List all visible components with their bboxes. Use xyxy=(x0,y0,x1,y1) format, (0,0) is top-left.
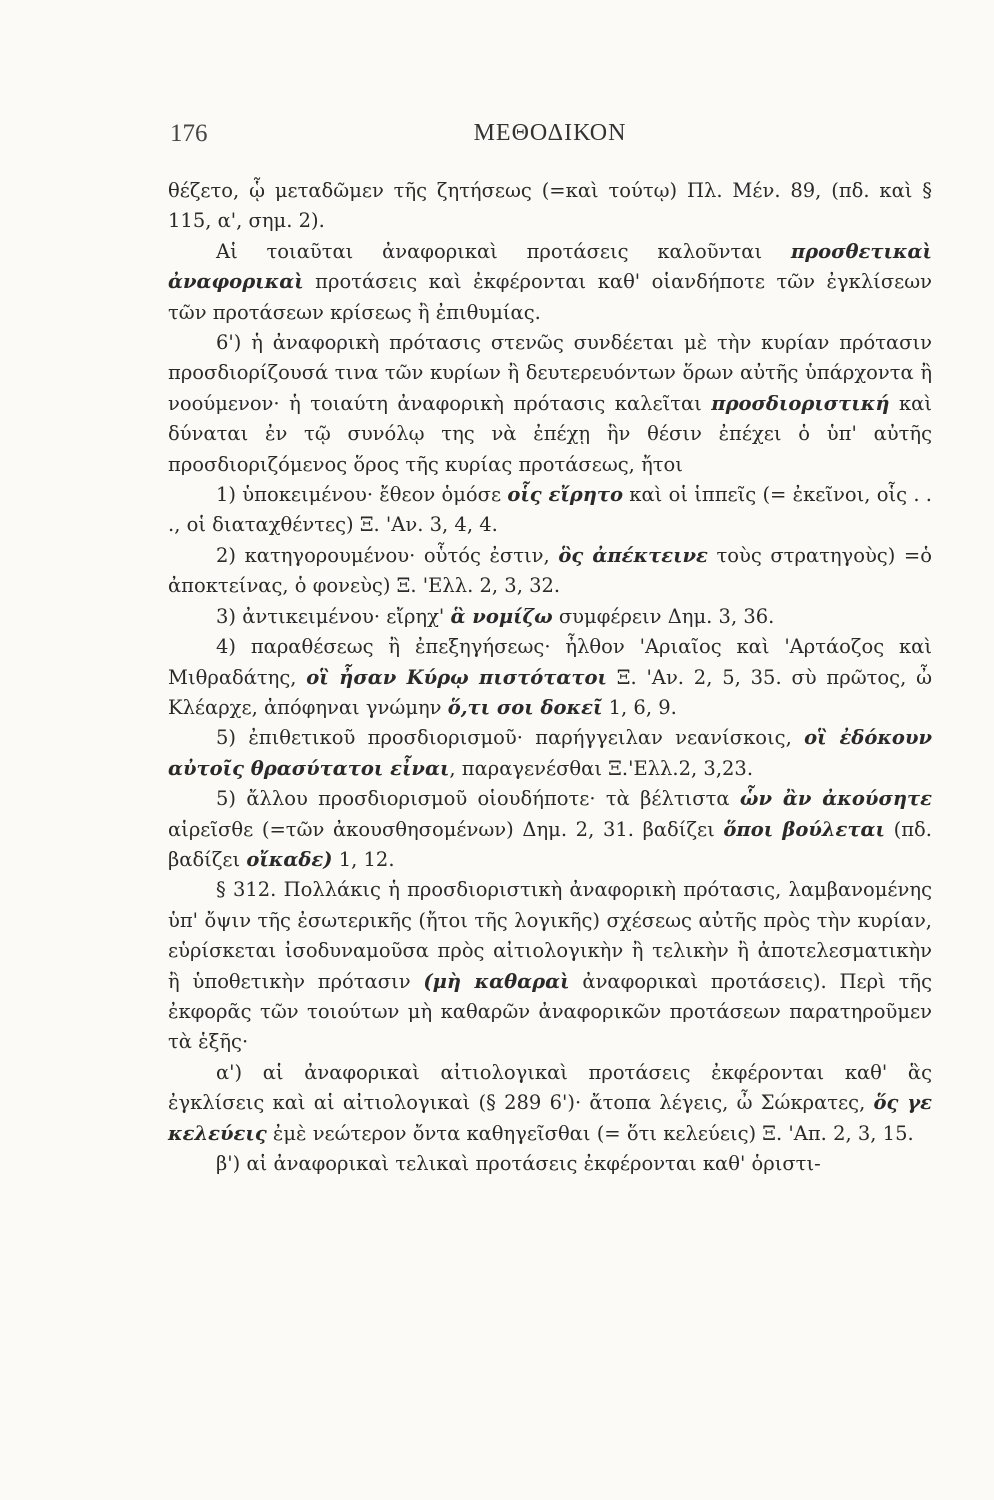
example-3 xyxy=(168,602,932,632)
example-2 xyxy=(168,541,932,602)
text-run: α') αἱ ἀναφορικαὶ αἰτιολογικαὶ προτάσεις ἐκφέρονται καθ' ἃς ἐγκλίσεις καὶ αἱ αἰτιολογικαὶ (§ 289 6')· ἄτοπα λέγεις, ὦ Σώκρατες, xyxy=(168,1060,932,1115)
text-run: Αἱ τοιαῦται ἀναφορικαὶ προτάσεις καλοῦνται xyxy=(216,239,791,263)
text-run: (πδ. βαδίζει xyxy=(168,817,932,871)
example-1 xyxy=(168,480,932,541)
text-run: τοὺς στρατηγοὺς) =ὁ ἀποκτείνας, ὁ φονεὺς) Ξ. 'Ελλ. 2, 3, 32. xyxy=(168,543,932,598)
text-run: 5) ἄλλου προσδιορισμοῦ οἱουδήποτε· τὰ βέλτιστα xyxy=(216,787,740,811)
text-run: 1, 12. xyxy=(332,847,395,871)
text-run: αἱρεῖσθε (=τῶν ἀκουσθησομένων) Δημ. 2, 31. βαδίζει xyxy=(168,817,724,841)
paragraph-continuation xyxy=(168,176,932,237)
section-312 xyxy=(168,875,932,1057)
emphasis-term: οἳ ἦσαν Κύρῳ πιστότατοι xyxy=(306,665,607,689)
text-run: 2) κατηγορουμένου· οὗτός ἐστιν, xyxy=(216,543,559,567)
text-run: 5) ἐπιθετικοῦ προσδιορισμοῦ· παρήγγειλαν νεανίσκοις, xyxy=(216,726,805,750)
text-run: § 312. Πολλάκις ἡ προσδιοριστικὴ ἀναφορικὴ πρότασις, λαμβανομένης ὑπ' ὄψιν τῆς ἐσωτερικῆς (ἤτοι τῆς λογικῆς) σχέσεως αὐτῆς πρὸς τὴν κυρίαν, εὑρίσκεται ἰσοδυναμοῦσα πρὸς αἰτιολογικὴν ἢ τελικὴν ἢ ἀποτελεσματικὴν ἢ ὑποθετικὴν πρότασιν xyxy=(168,878,932,993)
emphasis-term: προσθετικαὶ ἀναφορικαὶ xyxy=(168,239,932,294)
subsection-alpha xyxy=(168,1058,932,1149)
text-run: συμφέρειν Δημ. 3, 36. xyxy=(552,604,775,628)
emphasis-term: ὧν ἂν ἀκούσητε xyxy=(739,787,932,811)
example-5b xyxy=(168,784,932,875)
emphasis-term: οἴκαδε) xyxy=(246,847,333,871)
text-run: θέζετο, ᾧ μεταδῶμεν τῆς ζητήσεως (=καὶ τούτῳ) Πλ. Μέν. 89, (πδ. καὶ § 115, α', σημ. 2). xyxy=(168,179,932,233)
paragraph-prosdioristiki xyxy=(168,328,932,480)
text-run: 1) ὑποκειμένου· ἔθεον ὁμόσε xyxy=(216,483,508,507)
text-run: , παραγενέσθαι Ξ.'Ελλ.2, 3,23. xyxy=(449,756,754,780)
text-run: καὶ οἱ ἱππεῖς (= ἐκεῖνοι, οἷς . . ., οἱ διαταχθέντες) Ξ. 'Αν. 3, 4, 4. xyxy=(168,483,932,537)
example-4 xyxy=(168,632,932,723)
subsection-beta xyxy=(168,1149,932,1179)
emphasis-term: ὅ,τι σοι δοκεῖ xyxy=(447,695,603,719)
emphasis-term: οἷς εἴρητο xyxy=(507,483,624,507)
text-run: 6') ἡ ἀναφορικὴ πρότασις στενῶς συνδέεται μὲ τὴν κυρίαν πρότασιν προσδιορίζουσά τινα τῶν κυρίων ἢ δευτερευόντων ὅρων αὐτῆς ὑπάρχοντα ἢ νοούμενον· ἡ τοιαύτη ἀναφορικὴ πρότασις καλεῖται xyxy=(168,331,932,415)
text-run: προτάσεις καὶ ἐκφέρονται καθ' οἱανδήποτε τῶν ἐγκλίσεων τῶν προτάσεων κρίσεως ἢ ἐπιθυμίας. xyxy=(168,270,932,324)
text-run: Ξ. 'Αν. 2, 5, 35. σὺ πρῶτος, ὦ Κλέαρχε, ἀπόφηναι γνώμην xyxy=(168,665,932,719)
emphasis-term: ὃς ἀπέκτεινε xyxy=(558,543,708,567)
text-run: ἀναφορικαὶ προτάσεις). Περὶ τῆς ἐκφορᾶς τῶν τοιούτων μὴ καθαρῶν ἀναφορικῶν προτάσεων παρατηροῦμεν τὰ ἑξῆς· xyxy=(168,969,932,1054)
text-run: ἐμὲ νεώτερον ὄντα καθηγεῖσθαι (= ὅτι κελεύεις) Ξ. 'Απ. 2, 3, 15. xyxy=(266,1121,914,1145)
text-run: 1, 6, 9. xyxy=(602,695,677,719)
page-header xyxy=(170,120,930,160)
text-run: καὶ δύναται ἐν τῷ συνόλῳ της νὰ ἐπέχῃ ἣν θέσιν ἐπέχει ὁ ὑπ' αὐτῆς προσδιοριζόμενος ὅρος τῆς κυρίας προτάσεως, ἤτοι xyxy=(168,391,932,476)
paragraph-prosthetikai xyxy=(168,237,932,328)
text-run: β') αἱ ἀναφορικαὶ τελικαὶ προτάσεις ἐκφέρονται καθ' ὁριστι- xyxy=(216,1152,821,1175)
body-text xyxy=(168,176,932,1179)
page-number: 176 xyxy=(170,120,208,147)
emphasis-term: ὅποι βούλεται xyxy=(723,817,885,841)
example-5a xyxy=(168,723,932,784)
running-title: ΜΕΘΟΔΙΚΟΝ xyxy=(473,120,627,146)
emphasis-term: (μὴ καθαραὶ xyxy=(423,969,570,993)
text-run: 4) παραθέσεως ἢ ἐπεξηγήσεως· ἦλθον 'Αριαῖος καὶ 'Αρτάοζος καὶ Μιθραδάτης, xyxy=(168,635,932,689)
emphasis-term: ἃ νομίζω xyxy=(450,604,553,628)
emphasis-term: προσδιοριστική xyxy=(711,391,890,415)
text-run: 3) ἀντικειμένου· εἴρηχ' xyxy=(216,604,451,628)
emphasis-term: ὅς γε κελεύεις xyxy=(168,1091,932,1145)
emphasis-term: οἳ ἐδόκουν αὐτοῖς θρασύτατοι εἶναι xyxy=(168,726,933,780)
